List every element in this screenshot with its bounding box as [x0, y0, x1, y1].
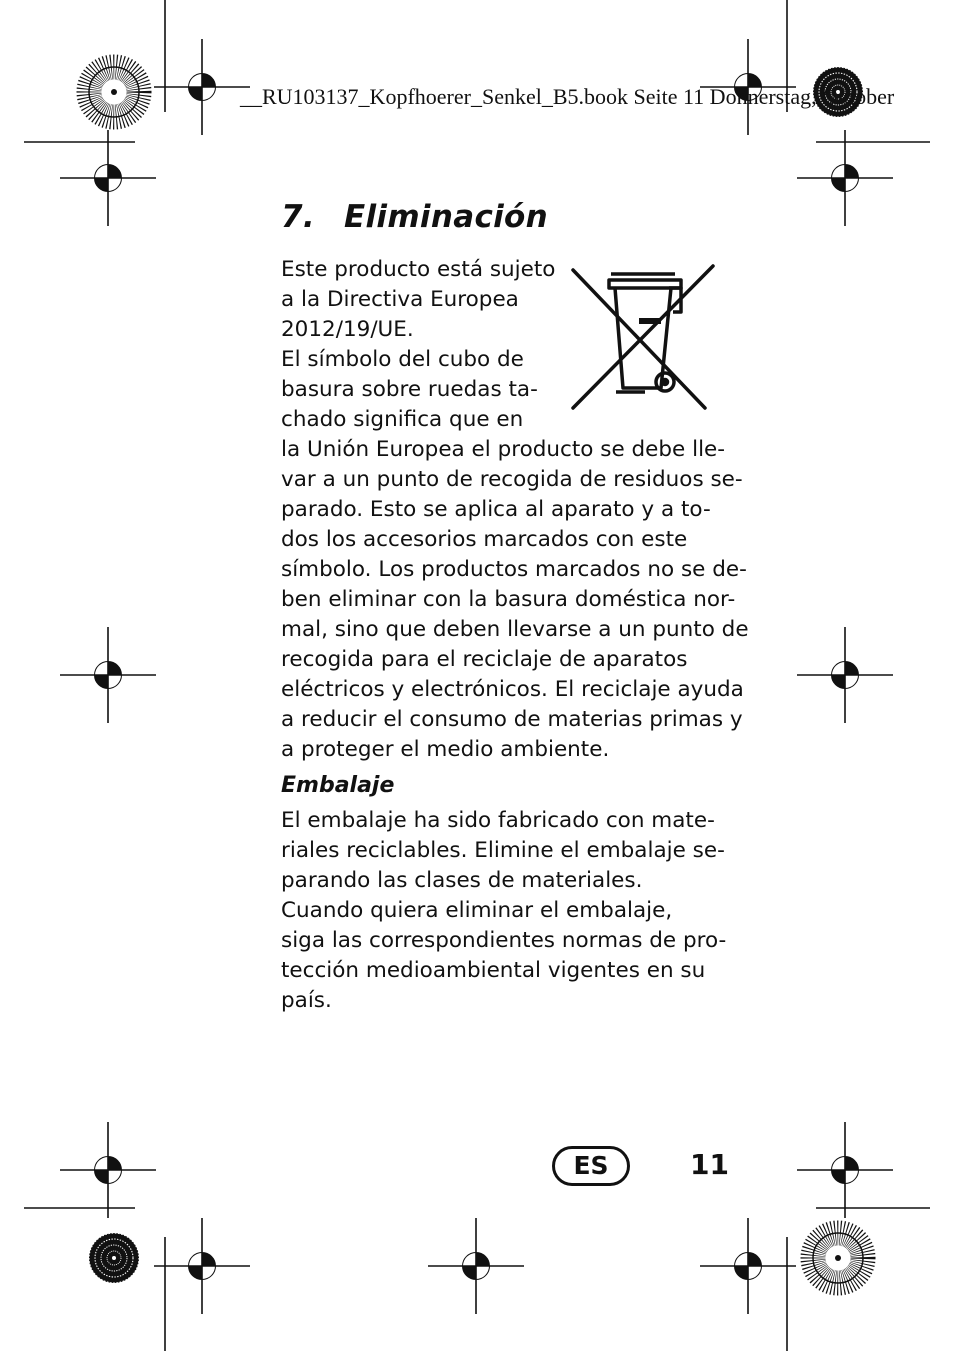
text-line: chado significa que en — [281, 407, 524, 432]
section-number: 7. — [281, 199, 315, 235]
text-line: Cuando quiera eliminar el embalaje, — [281, 898, 673, 923]
text-line: var a un punto de recogida de residuos se- — [281, 467, 743, 492]
crossed-out-wheelie-bin-icon — [565, 262, 715, 414]
text-line: a reducir el consumo de materias primas y — [281, 707, 743, 732]
disposal-body-text — [281, 435, 749, 765]
text-line: El embalaje ha sido fabricado con mate- — [281, 808, 715, 833]
running-header: __RU103137_Kopfhoerer_Senkel_B5.book Seite 11 Donnerstag, Oktober — [240, 84, 895, 109]
page-number: 11 — [690, 1148, 729, 1181]
text-line: símbolo. Los productos marcados no se de- — [281, 557, 747, 582]
text-line: riales reciclables. Elimine el embalaje se- — [281, 838, 725, 863]
text-line: parado. Esto se aplica al aparato y a to- — [281, 497, 711, 522]
text-line: 2012/19/UE. — [281, 317, 414, 342]
packaging-text — [281, 806, 726, 1016]
text-line: Este producto está sujeto — [281, 257, 556, 282]
text-line: mal, sino que deben llevarse a un punto de — [281, 617, 749, 642]
text-line: eléctricos y electrónicos. El reciclaje ayuda — [281, 677, 744, 702]
section-title — [281, 199, 548, 235]
text-line: a proteger el medio ambiente. — [281, 737, 610, 762]
text-line: ben eliminar con la basura doméstica nor- — [281, 587, 736, 612]
language-badge: ES — [552, 1146, 630, 1186]
text-line: El símbolo del cubo de — [281, 347, 524, 372]
text-line: dos los accesorios marcados con este — [281, 527, 688, 552]
text-line: basura sobre ruedas ta- — [281, 377, 538, 402]
text-line: tección medioambiental vigentes en su — [281, 958, 706, 983]
disposal-intro-text — [281, 255, 555, 435]
text-line: a la Directiva Europea — [281, 287, 519, 312]
text-line: recogida para el reciclaje de aparatos — [281, 647, 688, 672]
text-line: siga las correspondientes normas de pro- — [281, 928, 727, 953]
text-line: parando las clases de materiales. — [281, 868, 643, 893]
text-line: la Unión Europea el producto se debe lle- — [281, 437, 726, 462]
packaging-heading: Embalaje — [281, 773, 395, 798]
section-title-text: Eliminación — [344, 199, 549, 235]
text-line: país. — [281, 988, 332, 1013]
